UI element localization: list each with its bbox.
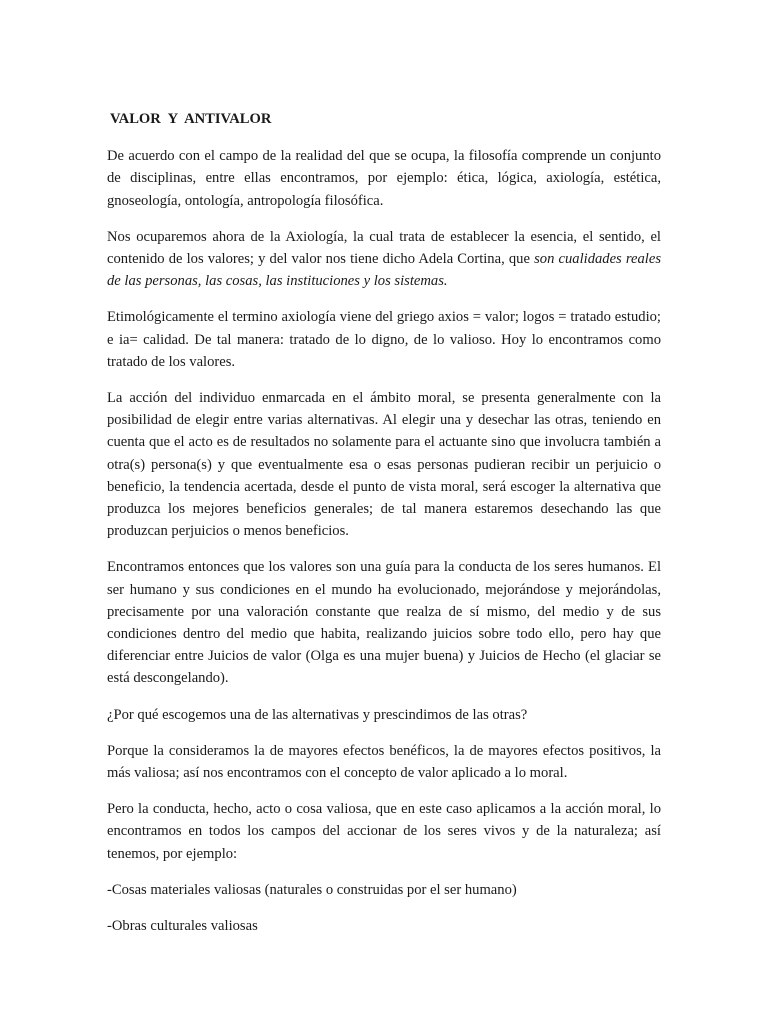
paragraph-2-text: Nos ocuparemos ahora de la Axiología, la cual trata de establecer la esencia, el sentido, el contenido de los valores; y del valor nos tiene dicho Adela Cortina, que bbox=[107, 228, 661, 268]
paragraph-2 bbox=[107, 226, 661, 293]
paragraph-6: ¿Por qué escogemos una de las alternativas y prescindimos de las otras? bbox=[107, 706, 528, 723]
document-title: VALOR Y ANTIVALOR bbox=[110, 111, 272, 127]
paragraph-8: Pero la conducta, hecho, acto o cosa valiosa, que en este caso aplicamos a la acción moral, lo encontramos en todos los campos del accionar de los seres vivos y de la naturaleza; así tenemos, por ejemplo: bbox=[107, 801, 661, 862]
cortina-quote: son cualidades reales de las personas, las cosas, las instituciones y los sistemas. bbox=[107, 251, 661, 290]
paragraph-5: Encontramos entonces que los valores son una guía para la conducta de los seres humanos. El ser humano y sus condiciones en el mundo ha evolucionado, mejorándose y mejorándolas, precisamente por una valoración constante que realza de sí mismo, del medio y de sus condiciones dentro del medio que habita, realizando juicios sobre todo ello, pero hay que diferenciar entre Juicios de valor (Olga es una mujer buena) y Juicios de Hecho (el glaciar se está descongelando). bbox=[107, 559, 661, 687]
paragraph-4: La acción del individuo enmarcada en el ámbito moral, se presenta generalmente con la posibilidad de elegir entre varias alternativas. Al elegir una y desechar las otras, teniendo en cuenta que el acto es de resultados no solamente para el actuante sino que involucra también a otra(s) persona(s) y que eventualmente esa o esas personas pudieran recibir un perjuicio o beneficio, la tendencia acertada, desde el punto de vista moral, será escoger la alternativa que produzca los mejores beneficios generales; de tal manera estaremos desechando las que produzcan perjuicios o menos beneficios. bbox=[107, 390, 661, 540]
paragraph-7: Porque la consideramos la de mayores efectos benéficos, la de mayores efectos positivos, la más valiosa; así nos encontramos con el concepto de valor aplicado a lo moral. bbox=[107, 742, 661, 782]
paragraph-3: Etimológicamente el termino axiología viene del griego axios = valor; logos = tratado estudio; e ia= calidad. De tal manera: tratado de lo digno, de lo valioso. Hoy lo encontramos como tratado de los valores. bbox=[107, 309, 661, 370]
paragraph-1: De acuerdo con el campo de la realidad del que se ocupa, la filosofía comprende un conjunto de disciplinas, entre ellas encontramos, por ejemplo: ética, lógica, axiología, estética, gnoseología, ontología, antropología filosófica. bbox=[107, 148, 661, 209]
list-item-2: -Obras culturales valiosas bbox=[107, 918, 258, 935]
list-item-1: -Cosas materiales valiosas (naturales o construidas por el ser humano) bbox=[107, 881, 517, 898]
